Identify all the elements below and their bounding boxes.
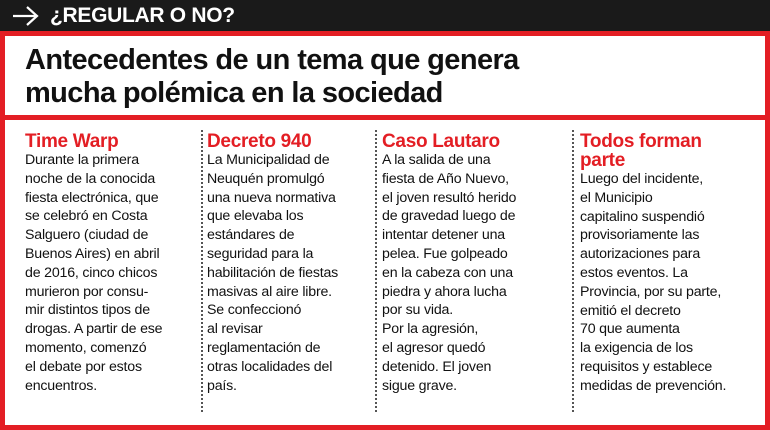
headline: Antecedentes de un tema que genera mucha polémica en la sociedad (25, 44, 519, 109)
column-title: Todos forman parte (580, 131, 702, 171)
column-decreto-940 (207, 132, 379, 395)
column-divider (375, 130, 377, 412)
column-divider (572, 130, 574, 412)
column-title: Caso Lautaro (382, 131, 500, 152)
column-caso-lautaro (382, 132, 567, 395)
column-time-warp (25, 132, 197, 395)
column-todos-forman-parte (580, 132, 755, 396)
headline-box (0, 36, 770, 120)
column-text: La Municipalidad de Neuquén promulgó una nueva normativa que elevaba los estándares de seguridad para la habilitación de fiestas masivas al aire libre. Se confeccionó al revisar reglamentación de otras localidades del país. (207, 152, 339, 394)
arrow-right-icon (12, 5, 40, 27)
column-text: Durante la primera noche de la conocida fiesta electrónica, que se celebró en Costa Salguero (ciudad de Buenos Aires) en abril de 2016, cinco chicos murieron por consu- mir distintos tipos de drogas. A partir de ese momento, comenzó el debate por estos encuentros. (25, 152, 163, 394)
columns-container (0, 120, 770, 430)
column-text: Luego del incidente, el Municipio capitalino suspendió provisoriamente las autorizaciones para estos eventos. La Provincia, por su parte, emitió el decreto 70 que aumenta la exigencia de los requisitos y establece medidas de prevención. (580, 171, 727, 394)
column-text: A la salida de una fiesta de Año Nuevo, el joven resultó herido de gravedad luego de intentar detener una pelea. Fue golpeado en la cabeza con una piedra y ahora lucha por su vida. Por la agresión, el agresor quedó detenido. El joven sigue grave. (382, 152, 517, 394)
column-title: Time Warp (25, 131, 119, 152)
column-divider (201, 130, 203, 412)
kicker-bar (0, 0, 770, 36)
column-title: Decreto 940 (207, 131, 312, 152)
kicker-label: ¿REGULAR O NO? (50, 4, 235, 27)
